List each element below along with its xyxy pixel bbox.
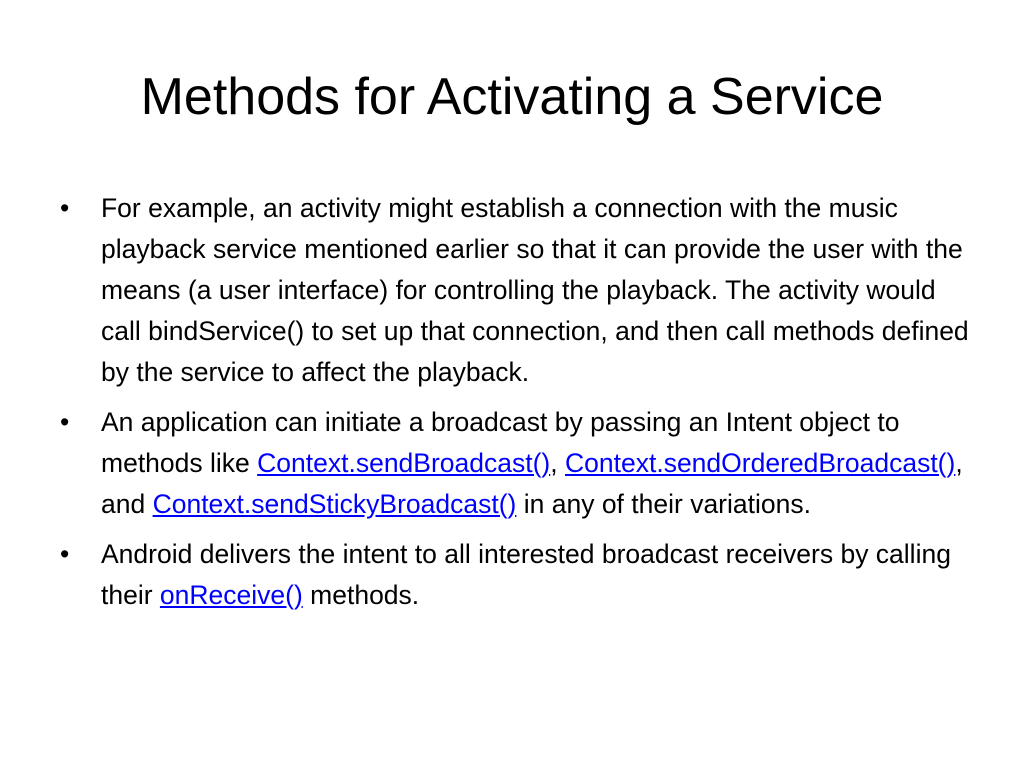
bullet-list — [60, 188, 970, 625]
bullet-dot-icon: • — [60, 193, 70, 223]
link-context-sendbroadcast[interactable]: Context.sendBroadcast() — [257, 448, 551, 478]
bullet-text: , — [550, 448, 565, 478]
bullet-item — [60, 402, 970, 525]
bullet-text: For example, an activity might establish a connection with the music playback service mentioned earlier so that it can provide the user with the means (a user interface) for controlling the playback. The activity would call bindService() to set up that connection, and then call methods defined by the service to affect the playback. — [101, 193, 969, 387]
bullet-item — [60, 188, 970, 393]
bullet-text: An application can initiate a broadcast by passing an Intent object to methods like — [101, 407, 900, 478]
slide-title: Methods for Activating a Service — [140, 68, 884, 126]
link-context-sendorderedbroadcast[interactable]: Context.sendOrderedBroadcast() — [565, 448, 956, 478]
bullet-text: , and — [101, 448, 963, 519]
bullet-text: in any of their variations. — [516, 489, 811, 519]
bullet-text: methods. — [302, 580, 420, 610]
bullet-dot-icon: • — [60, 539, 70, 569]
link-context-sendstickybroadcast[interactable]: Context.sendStickyBroadcast() — [152, 489, 517, 519]
bullet-item — [60, 534, 970, 616]
bullet-text: Android delivers the intent to all interested broadcast receivers by calling their — [101, 539, 951, 610]
link-onreceive[interactable]: onReceive() — [159, 580, 303, 610]
bullet-dot-icon: • — [60, 407, 70, 437]
